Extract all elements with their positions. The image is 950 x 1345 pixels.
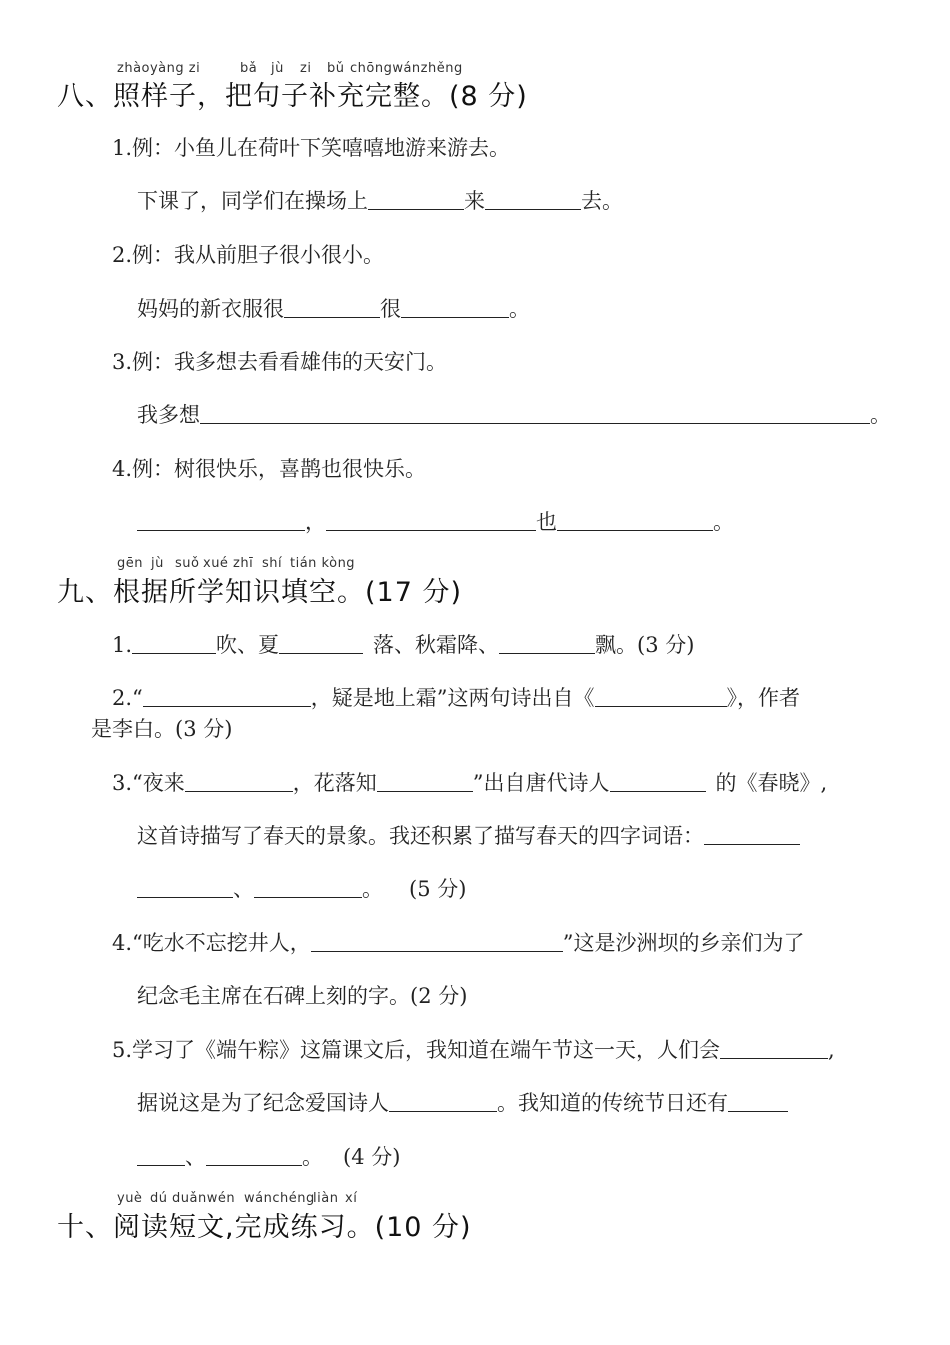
q9-1-blank-1[interactable] <box>132 631 216 654</box>
q9-3-line3 <box>137 875 466 903</box>
section-8-title: 八、照样子，把句子补充完整。(8 分) <box>57 81 528 112</box>
q9-5-blank-5[interactable] <box>206 1143 302 1166</box>
q9-4-blank-1[interactable] <box>311 929 563 952</box>
pinyin-xi: xí <box>345 1191 358 1206</box>
q9-3-blank-1[interactable] <box>185 769 293 792</box>
q8-3-text-b: 。 <box>870 403 891 427</box>
pinyin-ju2: jù <box>151 556 164 571</box>
q8-4-blank-3[interactable] <box>557 508 713 531</box>
q8-2-text-b: 很 <box>380 297 401 321</box>
q8-1-text-b: 来 <box>464 189 485 213</box>
q9-3-blank-2[interactable] <box>377 769 473 792</box>
q9-2-blank-2[interactable] <box>595 684 727 707</box>
q9-5-line3 <box>137 1143 400 1171</box>
pinyin-chongwanzheng: chōngwánzhěng <box>350 61 463 76</box>
q8-1-text-a: 下课了，同学们在操场上 <box>137 189 368 213</box>
q8-3-text-a: 我多想 <box>137 403 200 427</box>
q8-2-text-a: 妈妈的新衣服很 <box>137 297 284 321</box>
q9-3-text-d: 的《春晓》, <box>715 771 828 795</box>
q9-5-text-a: 5.学习了《端午粽》这篇课文后，我知道在端午节这一天，人们会 <box>112 1038 721 1062</box>
q9-2-cont: 是李白。(3 分) <box>91 717 233 741</box>
q9-5-text-e: 、 <box>185 1145 206 1169</box>
pinyin-yue: yuè <box>117 1191 143 1206</box>
pinyin-suo: suǒ <box>175 556 200 571</box>
pinyin-shi: shí <box>262 556 283 571</box>
q8-3-example: 3.例：我多想去看看雄伟的天安门。 <box>112 350 448 374</box>
pinyin-xue: xué <box>203 556 229 571</box>
q8-2-answer <box>137 295 530 323</box>
q9-5-blank-4[interactable] <box>137 1143 185 1166</box>
q8-4-answer <box>137 508 734 536</box>
pinyin-wancheng: wánchéng <box>244 1191 315 1206</box>
q9-2 <box>112 684 800 712</box>
q9-1-text-d: 飘。(3 分) <box>595 633 695 657</box>
q9-5-blank-3[interactable] <box>728 1089 788 1112</box>
q8-2-example: 2.例：我从前胆子很小很小。 <box>112 243 385 267</box>
q9-4-text-b: ”这是沙洲坝的乡亲们为了 <box>562 931 805 955</box>
q9-3-blank-4[interactable] <box>704 822 800 845</box>
pinyin-zhi: zhī <box>233 556 254 571</box>
q9-2-text-a: 2.“ <box>112 686 143 710</box>
q9-4-line2: 纪念毛主席在石碑上刻的字。(2 分) <box>137 984 468 1008</box>
q9-3-score: (5 分) <box>409 877 467 901</box>
q9-4 <box>112 929 805 957</box>
q9-3-text-c: ”出自唐代诗人 <box>472 771 610 795</box>
q8-4-text-c: 。 <box>713 510 734 534</box>
pinyin-ju: jù <box>271 61 284 76</box>
pinyin-zhaoyang: zhàoyàng zi <box>117 61 201 76</box>
pinyin-gen: gēn <box>117 556 143 571</box>
q9-1 <box>112 631 694 659</box>
q8-4-blank-1[interactable] <box>137 508 305 531</box>
q9-3-blank-3[interactable] <box>610 769 706 792</box>
q9-3-text-b: ，花落知 <box>292 771 377 795</box>
q9-2-blank-1[interactable] <box>143 684 311 707</box>
q9-5 <box>112 1036 835 1064</box>
pinyin-bu: bǔ <box>327 61 345 76</box>
q9-5-text-d: 。我知道的传统节日还有 <box>497 1091 728 1115</box>
q9-3-blank-6[interactable] <box>254 875 362 898</box>
q8-1-blank-2[interactable] <box>485 187 581 210</box>
q8-1-answer <box>137 187 623 215</box>
q8-3-blank-1[interactable] <box>200 401 870 424</box>
q9-3-text-g: 。 <box>362 877 383 901</box>
q8-4-text-b: 也 <box>536 510 557 534</box>
q9-3-blank-5[interactable] <box>137 875 233 898</box>
q9-3 <box>112 769 827 797</box>
q9-4-text-a: 4.“吃水不忘挖井人， <box>112 931 311 955</box>
q8-1-text-c: 去。 <box>581 189 623 213</box>
q9-1-blank-3[interactable] <box>499 631 595 654</box>
q9-1-text-b: 吹、夏 <box>216 633 280 657</box>
q9-5-blank-2[interactable] <box>389 1089 497 1112</box>
section-9-title: 九、根据所学知识填空。(17 分) <box>57 577 463 608</box>
q9-3-text-e: 这首诗描写了春天的景象。我还积累了描写春天的四字词语： <box>137 824 704 848</box>
q9-5-line2 <box>137 1089 788 1117</box>
pinyin-zi: zi <box>300 61 312 76</box>
q9-3-line2 <box>137 822 800 850</box>
q9-2-text-c: 》，作者 <box>726 686 801 710</box>
q9-2-text-b: ，疑是地上霜”这两句诗出自《 <box>310 686 595 710</box>
q9-3-text-a: 3.“夜来 <box>112 771 185 795</box>
pinyin-ba: bǎ <box>240 61 258 76</box>
q9-5-score: (4 分) <box>343 1145 401 1169</box>
q8-4-example: 4.例：树很快乐，喜鹊也很快乐。 <box>112 457 427 481</box>
pinyin-duanwen: duǎnwén <box>172 1191 236 1206</box>
q9-1-blank-2[interactable] <box>279 631 363 654</box>
q9-5-blank-1[interactable] <box>720 1036 828 1059</box>
q9-5-text-f: 。 <box>302 1145 323 1169</box>
q9-5-text-b: , <box>828 1038 835 1062</box>
q8-2-blank-1[interactable] <box>284 295 380 318</box>
q8-3-answer <box>137 401 891 429</box>
q8-1-example: 1.例：小鱼儿在荷叶下笑嘻嘻地游来游去。 <box>112 136 511 160</box>
q8-1-blank-1[interactable] <box>368 187 464 210</box>
q8-4-text-a: ， <box>305 510 326 534</box>
q8-2-text-c: 。 <box>509 297 530 321</box>
pinyin-du: dú <box>150 1191 168 1206</box>
q8-2-blank-2[interactable] <box>401 295 509 318</box>
pinyin-lian: liàn <box>313 1191 339 1206</box>
pinyin-tiankong: tián kòng <box>290 556 356 571</box>
q9-5-text-c: 据说这是为了纪念爱国诗人 <box>137 1091 389 1115</box>
q9-3-text-f: 、 <box>233 877 254 901</box>
q9-1-text-a: 1. <box>112 633 133 657</box>
q9-1-text-c: 落、秋霜降、 <box>373 633 500 657</box>
q8-4-blank-2[interactable] <box>326 508 536 531</box>
section-10-title: 十、阅读短文,完成练习。(10 分) <box>57 1212 472 1243</box>
